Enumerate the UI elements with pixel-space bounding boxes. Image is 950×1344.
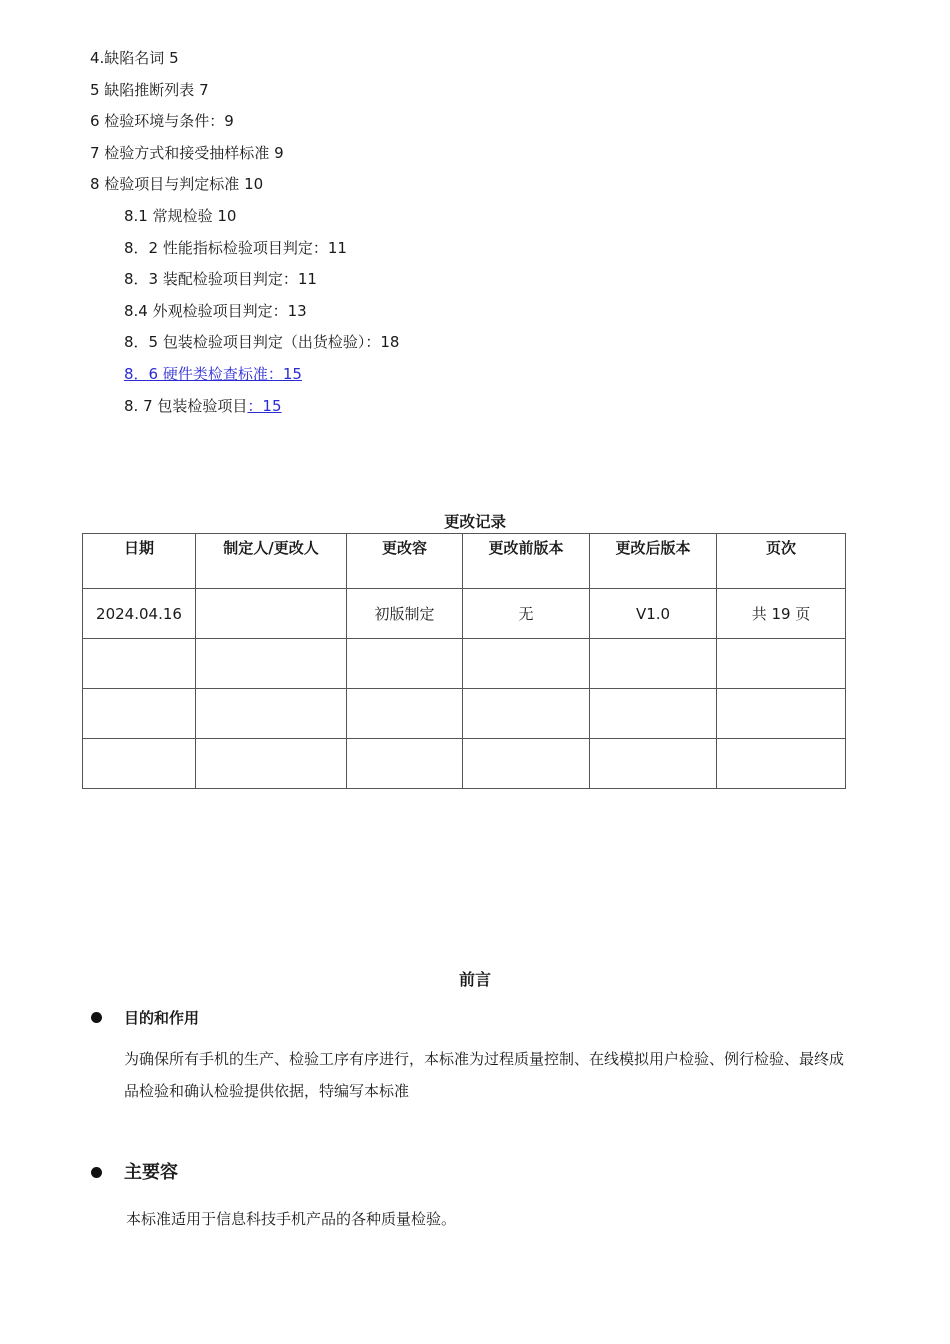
table-cell xyxy=(717,739,846,789)
toc-subitem-label: 8. 7 包装检验项目 xyxy=(124,396,248,415)
column-header-content: 更改容 xyxy=(347,534,463,589)
toc-subitem[interactable]: 8.1 常规检验 10 xyxy=(124,206,237,225)
table-row xyxy=(83,589,846,639)
packaging-page-link[interactable]: ：15 xyxy=(247,396,282,415)
toc-item[interactable]: 6 检验环境与条件：9 xyxy=(90,112,234,131)
column-header-author: 制定人/更改人 xyxy=(196,534,347,589)
section-text-purpose: 为确保所有手机的生产、检验工序有序进行，本标准为过程质量控制、在线模拟用户检验、例行检验、最终成品检验和确认检验提供依据，特编写本标准 xyxy=(124,1050,845,1100)
toc-item[interactable]: 5 缺陷推断列表 7 xyxy=(90,80,209,99)
table-cell xyxy=(196,739,347,789)
bullet-dot-icon xyxy=(91,1012,102,1023)
table-cell: 共 19 页 xyxy=(717,589,846,639)
table-cell: 初版制定 xyxy=(347,589,463,639)
column-header-date: 日期 xyxy=(83,534,196,589)
table-cell xyxy=(83,739,196,789)
toc-subitem-link[interactable] xyxy=(90,360,399,392)
table-cell xyxy=(717,639,846,689)
table-of-contents xyxy=(90,44,399,423)
table-cell xyxy=(590,689,717,739)
table-cell xyxy=(590,639,717,689)
change-record-table xyxy=(82,533,846,789)
toc-subitem[interactable]: 8.4 外观检验项目判定：13 xyxy=(124,301,307,320)
table-cell xyxy=(196,639,347,689)
toc-item[interactable]: 8 检验项目与判定标准 10 xyxy=(90,175,264,194)
table-cell: 无 xyxy=(463,589,590,639)
toc-subitem[interactable]: 8．2 性能指标检验项目判定：11 xyxy=(124,238,347,257)
toc-subitem[interactable] xyxy=(90,392,399,424)
table-cell xyxy=(463,689,590,739)
section-heading-main-content: 主要容 xyxy=(124,1162,178,1183)
table-row xyxy=(83,639,846,689)
hardware-standard-link[interactable]: 8．6 硬件类检查标准：15 xyxy=(124,364,302,383)
table-row xyxy=(83,689,846,739)
toc-item[interactable]: 7 检验方式和接受抽样标准 9 xyxy=(90,143,284,162)
table-cell xyxy=(347,689,463,739)
table-cell xyxy=(717,689,846,739)
table-header-row xyxy=(83,534,846,589)
table-cell xyxy=(347,739,463,789)
bullet-dot-icon xyxy=(91,1167,102,1178)
table-cell xyxy=(347,639,463,689)
table-cell xyxy=(196,689,347,739)
table-cell: V1.0 xyxy=(590,589,717,639)
table-cell xyxy=(463,739,590,789)
column-header-new-version: 更改后版本 xyxy=(590,534,717,589)
toc-subitem[interactable]: 8．5 包装检验项目判定（出货检验）：18 xyxy=(124,333,400,352)
table-cell xyxy=(83,689,196,739)
toc-subitem[interactable]: 8．3 装配检验项目判定：11 xyxy=(124,270,317,289)
column-header-prev-version: 更改前版本 xyxy=(463,534,590,589)
table-row xyxy=(83,739,846,789)
table-cell xyxy=(83,639,196,689)
table-cell xyxy=(590,739,717,789)
preface-title: 前言 xyxy=(458,970,491,989)
change-record-title: 更改记录 xyxy=(443,513,506,531)
table-cell xyxy=(196,589,347,639)
table-cell: 2024.04.16 xyxy=(83,589,196,639)
toc-item[interactable]: 4.缺陷名词 5 xyxy=(90,49,179,67)
column-header-pages: 页次 xyxy=(717,534,846,589)
section-heading-purpose: 目的和作用 xyxy=(124,1009,200,1027)
section-text-main-content: 本标准适用于信息科技手机产品的各种质量检验。 xyxy=(126,1210,457,1228)
table-cell xyxy=(463,639,590,689)
